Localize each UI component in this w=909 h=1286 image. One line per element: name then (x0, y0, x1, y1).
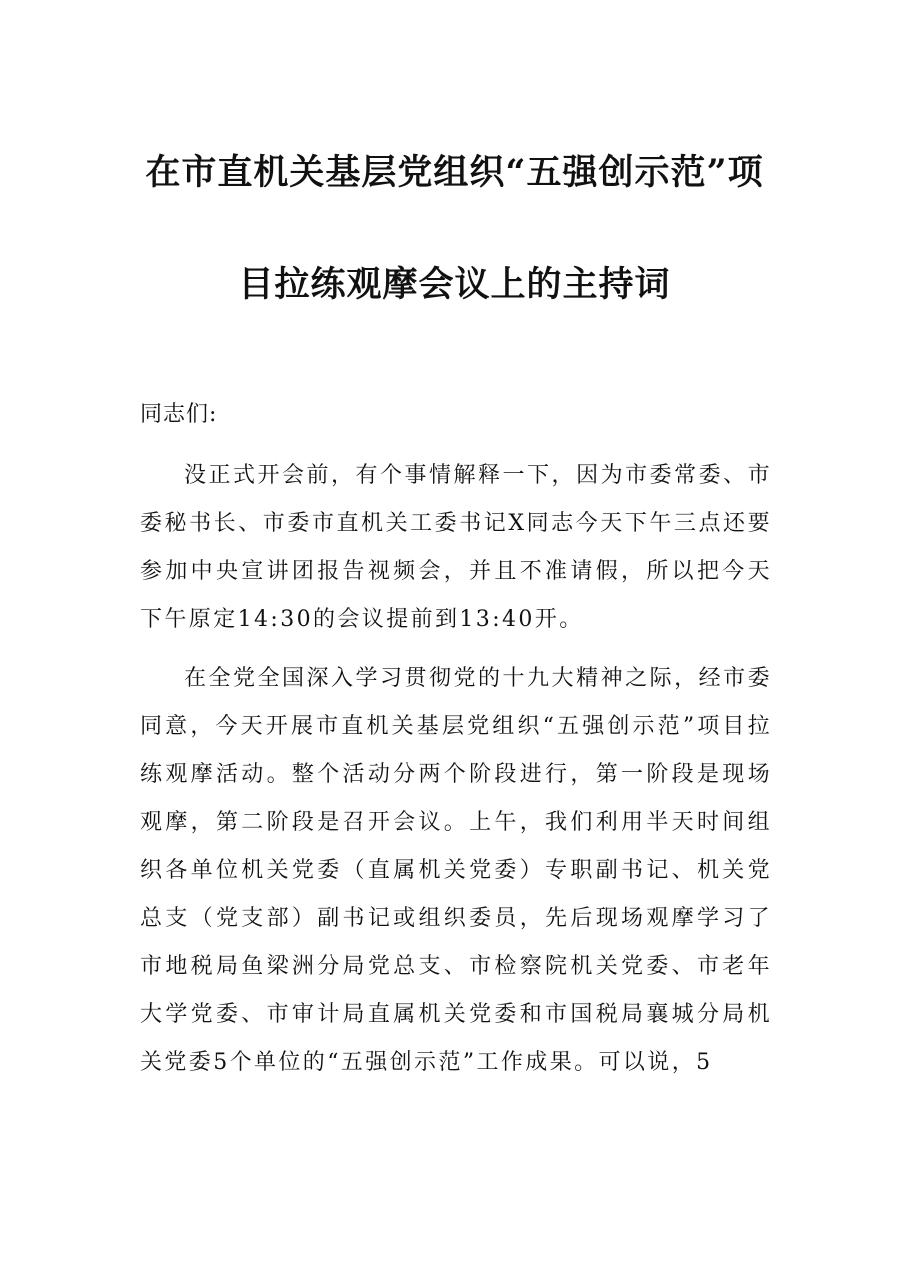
body-paragraph-2: 在全党全国深入学习贯彻党的十九大精神之际，经市委同意，今天开展市直机关基层党组织“五强创示范”项目拉练观摩活动。整个活动分两个阶段进行，第一阶段是现场观摩，第二阶段是召开会议。上午，我们利用半天时间组织各单位机关党委（直属机关党委）专职副书记、机关党总支（党支部）副书记或组织委员，先后现场观摩学习了市地税局鱼梁洲分局党总支、市检察院机关党委、市老年大学党委、市审计局直属机关党委和市国税局襄城分局机关党委5个单位的“五强创示范”工作成果。可以说，5 (140, 666, 772, 1075)
salutation: 同志们: (140, 402, 218, 427)
document-title-line-2: 目拉练观摩会议上的主持词 (238, 264, 671, 305)
document-title-line-1: 在市直机关基层党组织“五强创示范”项 (145, 152, 764, 193)
body-paragraph-1: 没正式开会前，有个事情解释一下，因为市委常委、市委秘书长、市委市直机关工委书记X同志今天下午三点还要参加中央宣讲团报告视频会，并且不准请假，所以把今天下午原定14:30的会议提前到13:40开。 (140, 463, 772, 632)
